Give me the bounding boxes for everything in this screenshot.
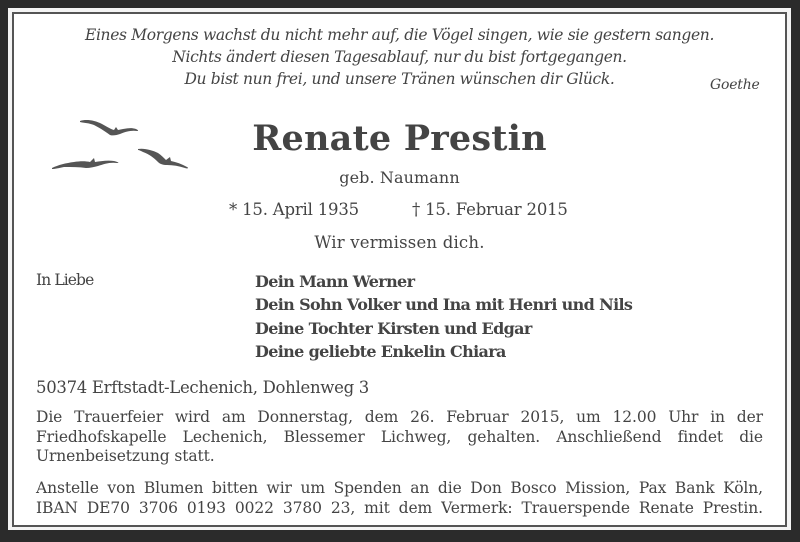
quote-line-1: Eines Morgens wachst du nicht mehr auf, die Vögel singen, wie sie gestern sangen.: [84, 26, 715, 44]
funeral-notice: [36, 408, 763, 467]
deceased-name: Renate Prestin: [252, 118, 547, 159]
mourner-item: Deine geliebte Enkelin Chiara: [255, 341, 506, 361]
message: Wir vermissen dich.: [314, 233, 485, 252]
funeral-notice-line: Die Trauerfeier wird am Donnerstag, dem 26. Februar 2015, um 12.00 Uhr in der: [36, 408, 763, 426]
funeral-notice-line: Friedhofskapelle Lechenich, Blessemer Lichweg, gehalten. Anschließend findet die: [36, 427, 763, 446]
mourners-label: In Liebe: [36, 271, 94, 289]
donation-notice-line: IBAN DE70 3706 0193 0022 3780 23, mit dem Vermerk: Trauerspende Renate Prestin.: [36, 498, 763, 517]
donation-notice: [36, 479, 763, 518]
mourner-item: Deine Tochter Kirsten und Edgar: [255, 318, 532, 338]
donation-notice-line: Anstelle von Blumen bitten wir um Spenden an die Don Bosco Mission, Pax Bank Köln,: [36, 479, 763, 497]
quote-line-3: Du bist nun frei, und unsere Tränen wünschen dir Glück.: [184, 70, 615, 88]
mourner-item: Dein Sohn Volker und Ina mit Henri und Nils: [255, 295, 633, 315]
funeral-notice-line: Urnenbeisetzung statt.: [36, 447, 215, 465]
mourner-item: Dein Mann Werner: [255, 272, 415, 291]
death-date: † 15. Februar 2015: [412, 200, 568, 219]
mourners-list: [255, 270, 632, 363]
obituary-card: [12, 12, 787, 527]
quote-author: Goethe: [710, 77, 760, 93]
quote-line-2: Nichts ändert diesen Tagesablauf, nur du bist fortgegangen.: [172, 48, 627, 66]
maiden-name: geb. Naumann: [339, 168, 460, 187]
birth-date: * 15. April 1935: [229, 200, 359, 219]
address: 50374 Erftstadt-Lechenich, Dohlenweg 3: [36, 378, 369, 397]
